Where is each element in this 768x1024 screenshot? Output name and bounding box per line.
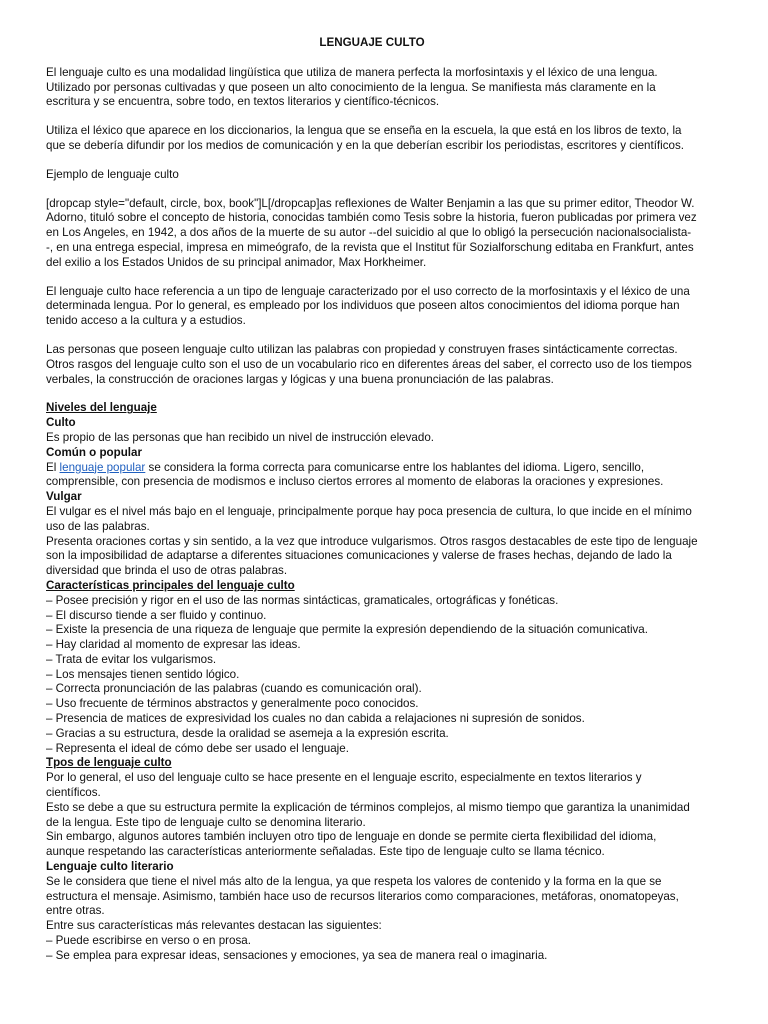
literary-intro: Entre sus características más relevantes destacan las siguientes: bbox=[46, 919, 382, 933]
types-text-2: Esto se debe a que su estructura permite la explicación de términos complejos, al mismo tiempo que garantiza la unanimidad de la lengua. Este tipo de lenguaje culto se denomina literario. bbox=[46, 800, 690, 829]
list-item: – Gracias a su estructura, desde la oralidad se asemeja a la expresión escrita. bbox=[46, 726, 449, 740]
definition-paragraph: El lenguaje culto hace referencia a un tipo de lenguaje caracterizado por el uso correcto de la morfosintaxis y el léxico de una determinada lengua. Por lo general, es empleado por los individuos que poseen altos conocimientos del idioma porque han tenido acceso a la cultura y a estudios. bbox=[46, 284, 690, 328]
list-item: – Puede escribirse en verso o en prosa. bbox=[46, 934, 251, 948]
list-item: – Presencia de matices de expresividad los cuales no dan cabida a relajaciones ni supresión de sonidos. bbox=[46, 712, 585, 726]
literary-list bbox=[46, 934, 698, 964]
intro-paragraph-1: El lenguaje culto es una modalidad lingüística que utiliza de manera perfecta la morfosintaxis y el léxico de una lengua. Utilizado por personas cultivadas y que poseen un alto conocimiento de la lengua. Se manifiesta más claramente en la escritura y se encuentra, sobre todo, en textos literarios y científico-técnicos. bbox=[46, 65, 658, 109]
literary-text: Se le considera que tiene el nivel más alto de la lengua, ya que respeta los valores de contenido y la forma en la que se estructura el mensaje. Asimismo, también hace uso de recursos literarios como comparaciones, metáforas, onomatopeyas, entre otras. bbox=[46, 874, 679, 918]
characteristics-list bbox=[46, 594, 698, 757]
types-text-1: Por lo general, el uso del lenguaje culto se hace presente en el lenguaje escrito, especialmente en textos literarios y científicos. bbox=[46, 771, 642, 800]
level-vulgar-text-2: Presenta oraciones cortas y sin sentido, a la vez que introduce vulgarismos. Otros rasgos destacables de este tipo de lenguaje son la imposibilidad de adaptarse a diferentes situaciones comunicaciones y valerse de frases hechas, dejando de lado la diversidad que brinda el uso de otras palabras. bbox=[46, 534, 698, 578]
level-vulgar-text-1: El vulgar es el nivel más bajo en el lenguaje, principalmente porque hay poca presencia de cultura, lo que incide en el mínimo uso de las palabras. bbox=[46, 504, 692, 533]
levels-heading: Niveles del lenguaje bbox=[46, 401, 157, 415]
list-item: – Correcta pronunciación de las palabras (cuando es comunicación oral). bbox=[46, 682, 422, 696]
level-culto-text: Es propio de las personas que han recibido un nivel de instrucción elevado. bbox=[46, 430, 434, 444]
example-paragraph: [dropcap style="default, circle, box, book"]L[/dropcap]as reflexiones de Walter Benjamin a las que su primer editor, Theodor W. Adorno, tituló sobre el concepto de historia, conocidas también como Tesis sobre la historia, fueron publicadas por primera vez en Los Angeles, en 1942, a dos años de la muerte de su autor --del suicidio al que lo obligó la persecución nacionalsocialista--, en una entrega especial, impresa en mimeógrafo, de la revista que el Institut für Sozialforschung editaba en Frankfurt, antes del exilio a los Estados Unidos de su principal animador, Max Horkheimer. bbox=[46, 196, 697, 269]
list-item: – Posee precisión y rigor en el uso de las normas sintácticas, gramaticales, ortográficas y fonéticas. bbox=[46, 593, 559, 607]
document-title: LENGUAJE CULTO bbox=[319, 36, 425, 49]
types-heading: Tpos de lenguaje culto bbox=[46, 756, 172, 770]
types-text-3: Sin embargo, algunos autores también incluyen otro tipo de lenguaje en donde se permite cierta flexibilidad del idioma, aunque respetando las características anteriormente señaladas. Este tipo de lenguaje culto se llama técnico. bbox=[46, 830, 657, 859]
level-popular-label: Común o popular bbox=[46, 445, 142, 459]
level-popular-text bbox=[46, 461, 698, 491]
features-paragraph: Las personas que poseen lenguaje culto utilizan las palabras con propiedad y construyen frases sintácticamente correctas. Otros rasgos del lenguaje culto son el uso de un vocabulario rico en diferentes áreas del saber, el correcto uso de los tiempos verbales, la construcción de oraciones largas y lógicas y una buena pronunciación de las palabras. bbox=[46, 342, 692, 386]
popular-language-link[interactable]: lenguaje popular bbox=[59, 460, 146, 474]
popular-rest: se considera la forma correcta para comunicarse entre los hablantes del idioma. Ligero, sencillo, comprensible, con presencia de modismos e incluso ciertos errores al momento de elaboras la oraciones y expresiones. bbox=[46, 460, 664, 489]
list-item: – Existe la presencia de una riqueza de lenguaje que permite la expresión dependiendo de la situación comunicativa. bbox=[46, 623, 648, 637]
types-section bbox=[46, 756, 698, 963]
characteristics-heading: Características principales del lenguaje culto bbox=[46, 578, 295, 592]
characteristics-section bbox=[46, 579, 698, 757]
list-item: – Trata de evitar los vulgarismos. bbox=[46, 652, 217, 666]
list-item: – Se emplea para expresar ideas, sensaciones y emociones, ya sea de manera real o imaginaria. bbox=[46, 948, 548, 962]
list-item: – Los mensajes tienen sentido lógico. bbox=[46, 667, 240, 681]
list-item: – El discurso tiende a ser fluido y continuo. bbox=[46, 608, 267, 622]
level-culto-label: Culto bbox=[46, 416, 76, 430]
popular-prefix: El bbox=[46, 460, 57, 474]
level-vulgar-label: Vulgar bbox=[46, 490, 82, 504]
example-heading: Ejemplo de lenguaje culto bbox=[46, 167, 179, 181]
list-item: – Representa el ideal de cómo debe ser usado el lenguaje. bbox=[46, 741, 349, 755]
literary-label: Lenguaje culto literario bbox=[46, 860, 174, 874]
list-item: – Uso frecuente de términos abstractos y generalmente poco conocidos. bbox=[46, 697, 419, 711]
levels-section bbox=[46, 401, 698, 579]
list-item: – Hay claridad al momento de expresar las ideas. bbox=[46, 638, 301, 652]
intro-paragraph-2: Utiliza el léxico que aparece en los diccionarios, la lengua que se enseña en la escuela, la que está en los libros de texto, la que se debería difundir por los medios de comunicación y en la que deberían escribir los periodistas, escritores y científicos. bbox=[46, 124, 684, 152]
